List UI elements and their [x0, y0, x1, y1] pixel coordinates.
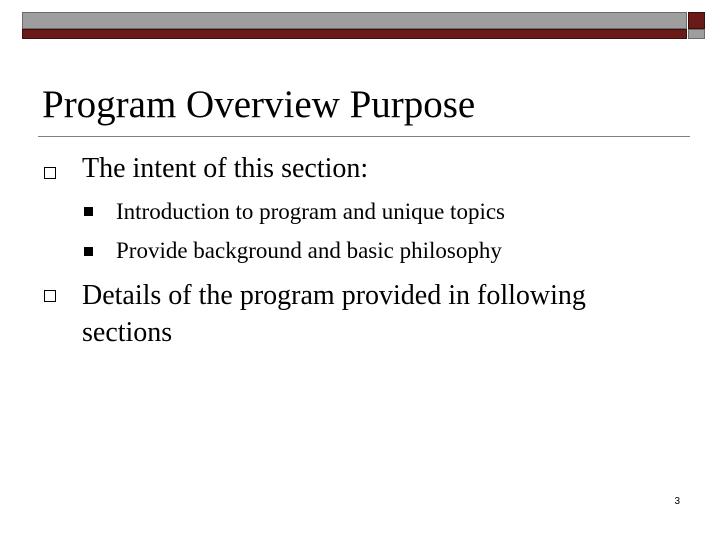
title-divider	[38, 136, 690, 137]
filled-square-bullet-icon	[84, 247, 93, 256]
slide-page-number: 3	[674, 496, 680, 507]
header-band-maroon	[22, 29, 687, 39]
hollow-square-bullet-icon	[44, 167, 56, 179]
slide-title: Program Overview Purpose	[42, 83, 476, 126]
bullet-2-line-1: Details of the program provided in following	[82, 280, 586, 311]
filled-square-bullet-icon	[84, 207, 93, 216]
sub-bullet-2-text: Provide background and basic philosophy	[116, 238, 502, 263]
header-band-gray	[22, 12, 687, 29]
header-corner-square	[688, 12, 705, 39]
header-band	[22, 12, 687, 39]
hollow-square-bullet-icon	[44, 290, 56, 302]
corner-square-gray	[688, 29, 705, 39]
bullet-2-line-2: sections	[82, 317, 173, 348]
bullet-1-text: The intent of this section:	[82, 153, 369, 184]
corner-square-maroon	[688, 12, 705, 29]
sub-bullet-1-text: Introduction to program and unique topics	[116, 199, 506, 224]
